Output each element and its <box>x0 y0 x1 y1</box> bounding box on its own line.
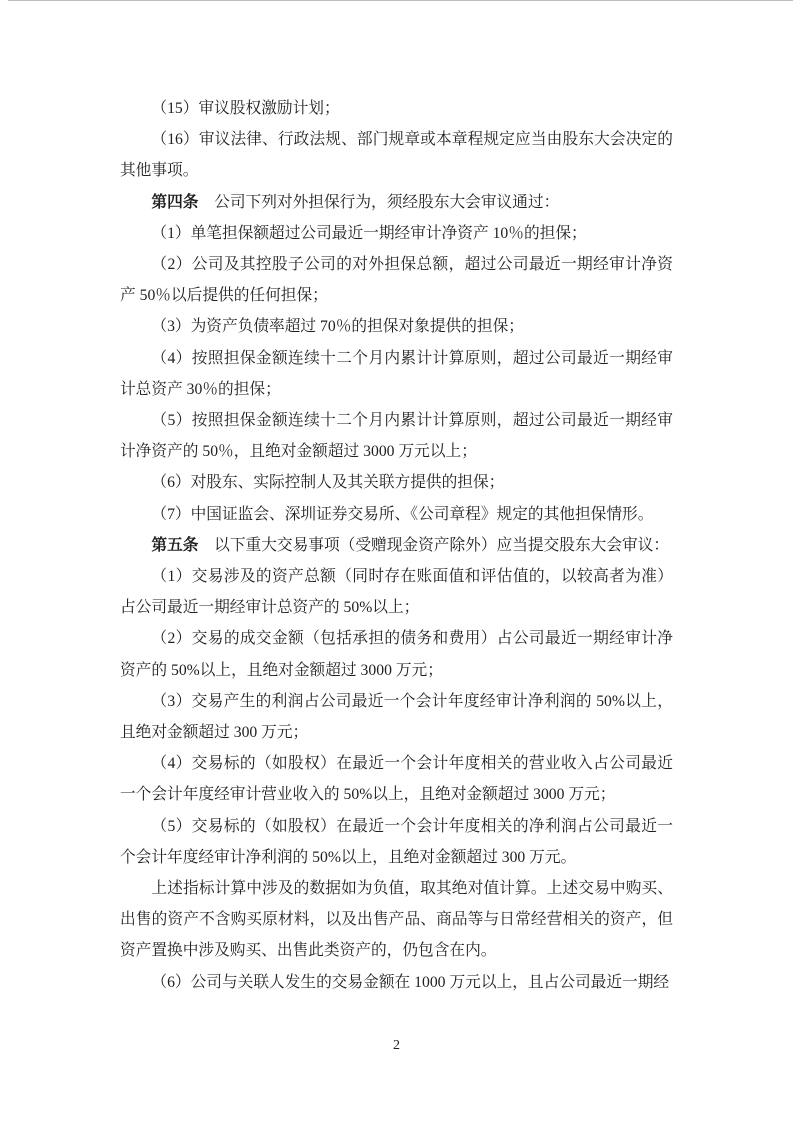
paragraph-text: （5）按照担保金额连续十二个月内累计计算原则，超过公司最近一期经审计净资产的 50％，且绝对金额超过 3000 万元以上； <box>120 412 673 461</box>
article-5-item-6 <box>120 967 673 998</box>
paragraph-text: （15）审议股权激励计划； <box>151 100 340 117</box>
paragraph-text: （3）为资产负债率超过 70％的担保对象提供的担保； <box>151 318 524 336</box>
note-absolute-value-rule <box>120 873 673 967</box>
paragraph-text: （3）交易产生的利润占公司最近一个会计年度经审计净利润的 50%以上，且绝对金额超过 300 万元； <box>120 692 673 742</box>
paragraph-text: （6）公司与关联人发生的交易金额在 1000 万元以上，且占公司最近一期经 <box>151 973 670 991</box>
page-footer <box>0 1037 793 1055</box>
paragraph-text: （7）中国证监会、深圳证券交易所、《公司章程》规定的其他担保情形。 <box>151 505 654 523</box>
scan-edge-artifact <box>8 0 793 1</box>
article-4-item-5 <box>120 405 673 467</box>
paragraph-text: （1）交易涉及的资产总额（同时存在账面值和评估值的，以较高者为准）占公司最近一期经审计总资产的 50%以上； <box>120 568 673 617</box>
article-5-item-2 <box>120 623 673 685</box>
article-number-label: 第五条 <box>151 536 199 554</box>
article-4-item-3 <box>120 311 673 342</box>
article-4-item-7 <box>120 499 673 530</box>
article-4-item-4 <box>120 343 673 405</box>
article-4-item-2 <box>120 249 673 311</box>
article-4-item-1 <box>120 218 673 249</box>
article-5-item-1 <box>120 561 673 623</box>
paragraph-text: （5）交易标的（如股权）在最近一个会计年度相关的净利润占公司最近一个会计年度经审计净利润的 50%以上，且绝对金额超过 300 万元。 <box>120 817 673 866</box>
article-5-item-5 <box>120 811 673 873</box>
paragraph-text: 上述指标计算中涉及的数据如为负值，取其绝对值计算。上述交易中购买、出售的资产不含购买原材料，以及出售产品、商品等与日常经营相关的资产，但资产置换中涉及购买、出售此类资产的，仍包含在内。 <box>120 880 673 960</box>
paragraph-text: （1）单笔担保额超过公司最近一期经审计净资产 10％的担保； <box>151 224 587 242</box>
document-body <box>120 93 673 998</box>
article-5-item-4 <box>120 748 673 810</box>
clause-item-15 <box>120 93 673 124</box>
article-5-item-3 <box>120 686 673 748</box>
paragraph-text: （2）公司及其控股子公司的对外担保总额，超过公司最近一期经审计净资产 50％以后提供的任何担保； <box>120 256 673 305</box>
page-number: 2 <box>393 1038 400 1053</box>
paragraph-text: （6）对股东、实际控制人及其关联方提供的担保； <box>151 474 505 492</box>
article-5-heading <box>120 530 673 561</box>
paragraph-text: （4）交易标的（如股权）在最近一个会计年度相关的营业收入占公司最近一个会计年度经审计营业收入的 50%以上，且绝对金额超过 3000 万元； <box>120 755 673 804</box>
paragraph-text: （16）审议法律、行政法规、部门规章或本章程规定应当由股东大会决定的其他事项。 <box>120 131 673 180</box>
clause-item-16 <box>120 124 673 186</box>
article-4-item-6 <box>120 467 673 498</box>
article-number-label: 第四条 <box>151 193 199 211</box>
paragraph-text: 公司下列对外担保行为，须经股东大会审议通过： <box>198 193 560 211</box>
article-4-heading <box>120 187 673 218</box>
paragraph-text: 以下重大交易事项（受赠现金资产除外）应当提交股东大会审议： <box>198 536 670 554</box>
paragraph-text: （2）交易的成交金额（包括承担的债务和费用）占公司最近一期经审计净资产的 50%以上，且绝对金额超过 3000 万元； <box>120 630 673 679</box>
paragraph-text: （4）按照担保金额连续十二个月内累计计算原则，超过公司最近一期经审计总资产 30％的担保； <box>120 349 673 398</box>
